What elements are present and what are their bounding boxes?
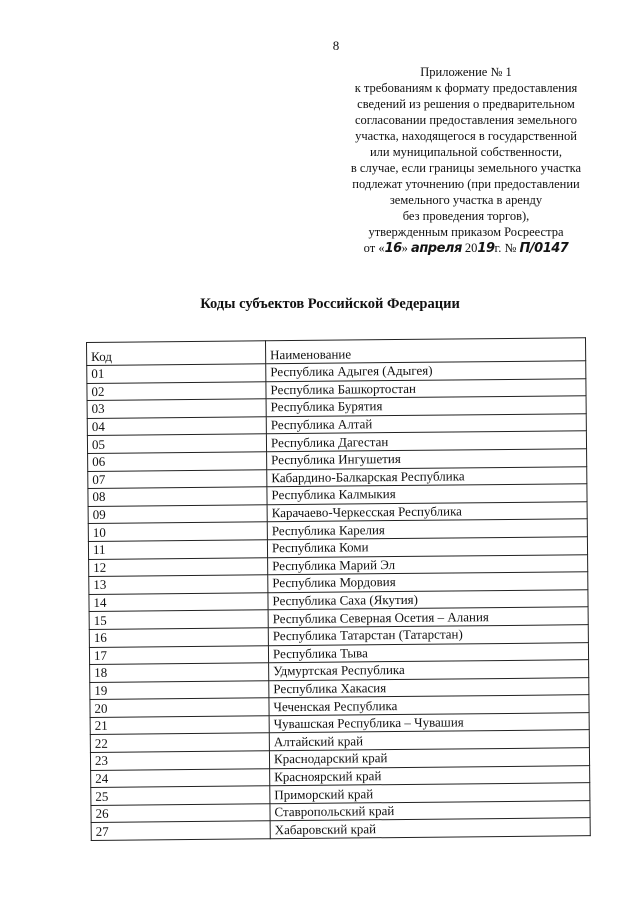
appendix-line: участка, находящегося в государственной	[355, 129, 577, 143]
cell-code: 26	[91, 804, 270, 823]
cell-name: Республика Карелия	[267, 519, 587, 540]
cell-code: 21	[90, 716, 269, 735]
cell-name: Республика Мордовия	[268, 572, 588, 593]
appendix-line: утвержденным приказом Росреестра	[368, 225, 564, 239]
cell-name: Республика Алтай	[266, 413, 586, 434]
cell-code: 16	[89, 628, 268, 647]
cell-name: Республика Татарстан (Татарстан)	[268, 625, 588, 646]
handwritten-order-number: П/0147	[519, 241, 569, 256]
subjects-table-wrapper	[86, 337, 591, 841]
page-number: 8	[332, 38, 340, 53]
cell-name: Республика Ингушетия	[267, 449, 587, 470]
cell-name: Ставропольский край	[270, 801, 590, 822]
cell-code: 12	[89, 557, 268, 576]
cell-code: 18	[90, 663, 269, 682]
cell-name: Республика Саха (Якутия)	[268, 589, 588, 610]
cell-code: 01	[87, 364, 266, 383]
cell-code: 11	[88, 540, 267, 559]
appendix-line: к требованиям к формату предоставления	[354, 81, 578, 95]
cell-code: 13	[89, 575, 268, 594]
column-header-name: Наименование	[265, 338, 585, 364]
column-header-code: Код	[87, 341, 266, 366]
number-prefix: г. №	[494, 241, 517, 255]
document-heading: Коды субъектов Российской Федерации	[200, 296, 460, 312]
cell-name: Республика Адыгея (Адыгея)	[266, 361, 586, 382]
cell-code: 03	[87, 399, 266, 418]
cell-name: Республика Башкортостан	[266, 378, 586, 399]
cell-code: 19	[90, 680, 269, 699]
subjects-table	[86, 337, 591, 841]
table-row	[91, 818, 590, 840]
cell-name: Республика Калмыкия	[267, 484, 587, 505]
cell-code: 14	[89, 592, 268, 611]
handwritten-month: апреля	[411, 241, 462, 256]
cell-code: 10	[88, 522, 267, 541]
cell-name: Приморский край	[270, 783, 590, 804]
cell-code: 04	[87, 417, 266, 436]
date-prefix: от «	[363, 241, 385, 255]
cell-name: Республика Бурятия	[266, 396, 586, 417]
cell-code: 22	[90, 733, 269, 752]
handwritten-day: 16	[384, 241, 402, 256]
cell-name: Красноярский край	[270, 765, 590, 786]
cell-name: Алтайский край	[269, 730, 589, 751]
cell-code: 07	[88, 469, 267, 488]
cell-code: 06	[88, 452, 267, 471]
cell-name: Хабаровский край	[270, 818, 590, 839]
cell-name: Удмуртская Республика	[269, 660, 589, 681]
appendix-line: в случае, если границы земельного участка	[350, 161, 582, 175]
handwritten-year: 19	[477, 241, 495, 256]
appendix-line: подлежат уточнению (при предоставлении	[352, 177, 580, 191]
appendix-line: согласовании предоставления земельного	[355, 113, 577, 127]
cell-code: 25	[91, 786, 270, 805]
appendix-header	[338, 64, 594, 257]
cell-name: Республика Хакасия	[269, 677, 589, 698]
cell-code: 09	[88, 505, 267, 524]
table-body	[87, 361, 591, 841]
cell-name: Республика Марий Эл	[268, 554, 588, 575]
cell-name: Республика Северная Осетия – Алания	[268, 607, 588, 628]
cell-code: 27	[91, 821, 270, 840]
cell-code: 02	[87, 381, 266, 400]
cell-name: Чеченская Республика	[269, 695, 589, 716]
cell-name: Республика Дагестан	[266, 431, 586, 452]
cell-name: Чувашская Республика – Чувашия	[269, 713, 589, 734]
appendix-line: или муниципальной собственности,	[369, 145, 562, 159]
cell-code: 15	[89, 610, 268, 629]
date-mid: »	[401, 241, 408, 255]
cell-code: 23	[90, 751, 269, 770]
cell-name: Краснодарский край	[269, 748, 589, 769]
year-prefix: 20	[464, 241, 478, 255]
cell-code: 08	[88, 487, 267, 506]
cell-code: 05	[87, 434, 266, 453]
cell-name: Республика Коми	[267, 537, 587, 558]
appendix-line: сведений из решения о предварительном	[357, 97, 575, 111]
appendix-line: земельного участка в аренду	[389, 193, 543, 207]
appendix-line: Приложение № 1	[420, 65, 512, 79]
cell-code: 17	[89, 645, 268, 664]
cell-name: Республика Тыва	[268, 642, 588, 663]
appendix-line: без проведения торгов),	[402, 209, 530, 223]
cell-code: 20	[90, 698, 269, 717]
cell-name: Карачаево-Черкесская Республика	[267, 501, 587, 522]
cell-name: Кабардино-Балкарская Республика	[267, 466, 587, 487]
cell-code: 24	[91, 768, 270, 787]
order-date-line	[338, 240, 594, 257]
